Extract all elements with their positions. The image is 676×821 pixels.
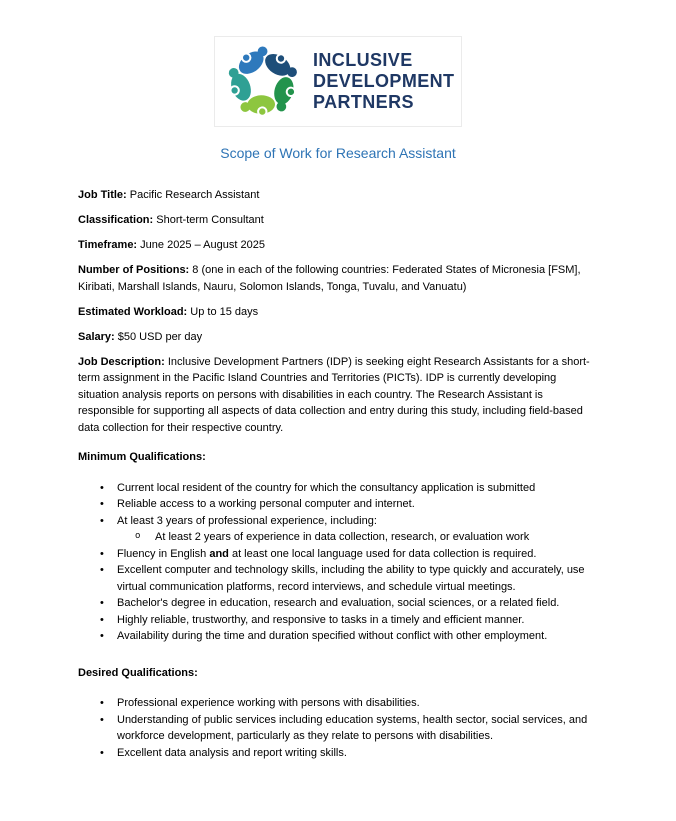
list-item: [78, 513, 598, 530]
list-item: [78, 595, 598, 612]
field-value: Inclusive Development Partners (IDP) is seeking eight Research Assistants for a short-term assignment in the Pacific Island Countries and Territories (PICTs). IDP is currently developing situation analysis reports on persons with disabilities in each country. The Research Assistant is responsible for supporting all aspects of data collection and entry during this study, including field-based data collection for their respective country.: [78, 355, 590, 434]
list-item: [78, 546, 598, 563]
section-heading-desired-qualifications: Desired Qualifications:: [78, 666, 198, 679]
list-item-text: Fluency in English: [117, 547, 210, 560]
field-label: Number of Positions:: [78, 264, 190, 276]
field-value: $50 USD per day: [114, 330, 203, 343]
page-title: Scope of Work for Research Assistant: [220, 145, 456, 161]
list-item: [78, 612, 598, 629]
field-timeframe: [78, 237, 598, 254]
field-value: June 2025 – August 2025: [137, 239, 265, 251]
field-value: Short-term Consultant: [153, 214, 264, 226]
field-number-of-positions: [78, 262, 598, 295]
list-item-text: At least 2 years of experience in data collection, research, or evaluation work: [155, 531, 530, 543]
section-heading-minimum-qualifications: Minimum Qualifications:: [78, 451, 206, 463]
list-item-text: Availability during the time and duration specified without conflict with other employment.: [117, 630, 548, 642]
idp-logo: [214, 36, 462, 127]
field-label: Timeframe:: [78, 239, 138, 251]
list-item-text: Reliable access to a working personal computer and internet.: [117, 498, 415, 510]
logo-line-2: DEVELOPMENT: [313, 71, 455, 91]
field-label: Job Title:: [78, 189, 127, 201]
field-label: Classification:: [78, 214, 154, 226]
list-item-text: Excellent data analysis and report writing skills.: [117, 746, 347, 759]
minimum-qualifications-list: [78, 480, 598, 645]
list-item-text: At least 3 years of professional experience, including:: [117, 514, 377, 527]
list-item-text: Understanding of public services including education systems, health sector, social services, and workforce development, particularly as they relate to persons with disabilities.: [117, 713, 588, 742]
field-classification: [78, 212, 598, 229]
logo-line-1: INCLUSIVE: [313, 50, 413, 70]
field-job-description: [78, 354, 598, 437]
list-item-text: at least one local language used for data collection is required.: [228, 547, 537, 560]
desired-qualifications-list: [78, 695, 598, 761]
field-estimated-workload: [78, 304, 598, 321]
list-item: [78, 480, 598, 497]
field-label: Salary:: [78, 330, 115, 343]
list-item: [78, 562, 598, 595]
list-item: [78, 712, 598, 745]
field-salary: [78, 329, 598, 346]
logo-line-3: PARTNERS: [313, 92, 414, 112]
field-value: 8 (one in each of the following countries: Federated States of Micronesia [FSM], Kiribati, Marshall Islands, Nauru, Solomon Islands, Tonga, Tuvalu, and Vanuatu): [78, 264, 581, 293]
logo-figure-blue: [235, 46, 268, 78]
idp-logo-icon: [221, 40, 305, 124]
list-item-text: Current local resident of the country for which the consultancy application is submitted: [117, 481, 536, 494]
list-item-text: Professional experience working with persons with disabilities.: [117, 697, 420, 709]
list-item: [78, 695, 598, 712]
field-value: Up to 15 days: [187, 305, 259, 318]
field-label: Job Description:: [78, 355, 165, 368]
field-value: Pacific Research Assistant: [126, 189, 260, 201]
field-label: Estimated Workload:: [78, 305, 188, 318]
document-body: [78, 187, 598, 761]
list-item-text: Bachelor's degree in education, research and evaluation, social sciences, or a related field.: [117, 597, 560, 609]
list-item: [78, 496, 598, 513]
idp-logo-wordmark: [313, 50, 454, 113]
list-item: [78, 628, 598, 645]
list-item: [78, 745, 598, 762]
list-subitem: [78, 529, 598, 546]
list-item-text: Highly reliable, trustworthy, and responsive to tasks in a timely and efficient manner.: [117, 613, 525, 626]
list-item-text: Excellent computer and technology skills, including the ability to type quickly and accurately, use virtual communication platforms, record interviews, and schedule virtual meetings.: [117, 564, 585, 593]
list-item-bold-text: and: [209, 547, 229, 560]
field-job-title: [78, 187, 598, 204]
